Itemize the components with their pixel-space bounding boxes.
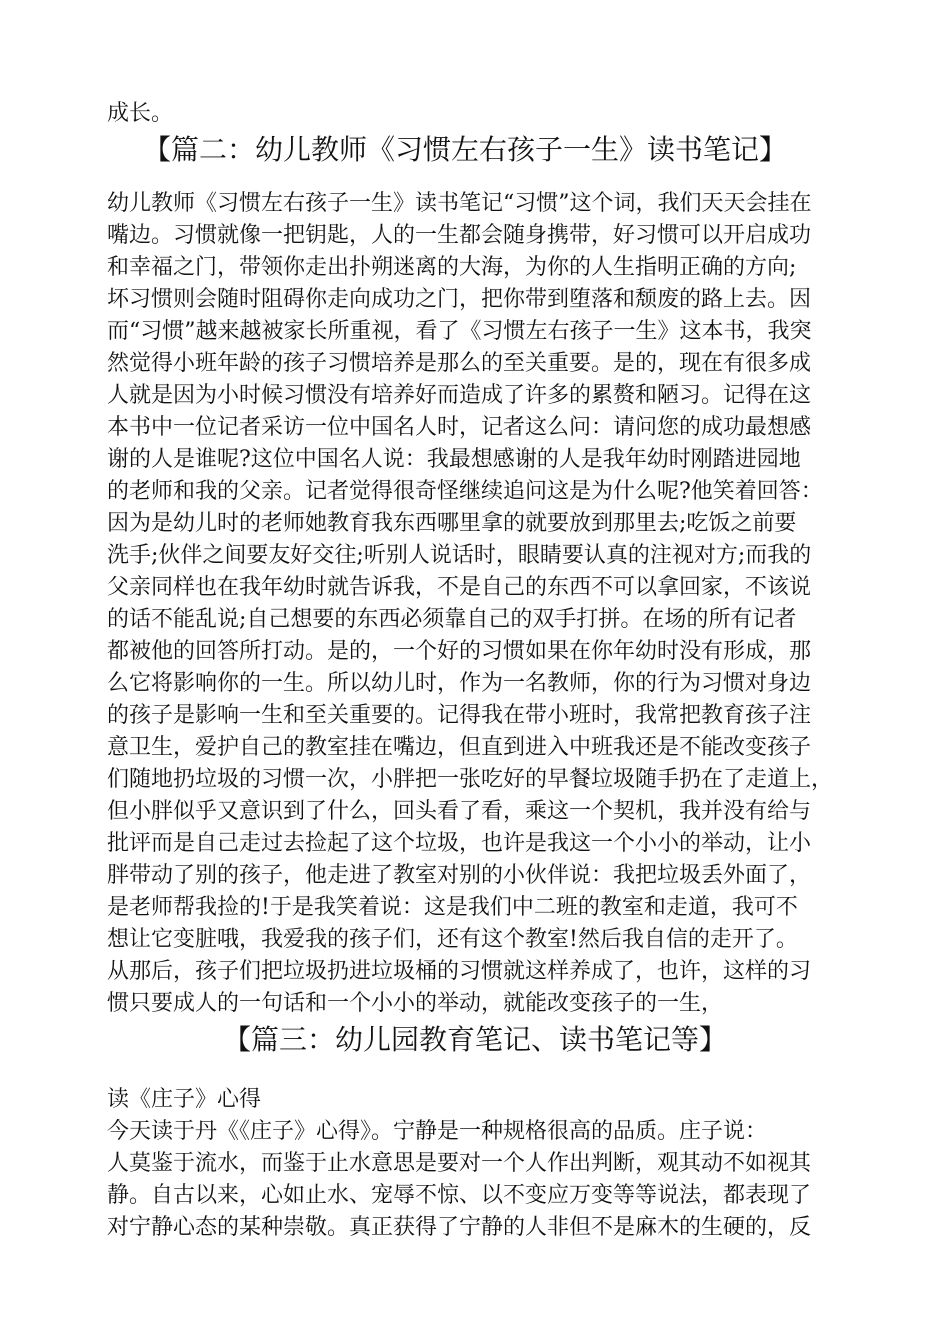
paragraph-line: 的话不能乱说;自己想要的东西必须靠自己的双手打拼。在场的所有记者: [107, 607, 797, 632]
paragraph-line: 是老师帮我捡的!于是我笑着说：这是我们中二班的教室和走道，我可不: [107, 895, 798, 920]
paragraph-line: 父亲同样也在我年幼时就告诉我，不是自己的东西不可以拿回家，不该说: [107, 575, 812, 600]
paragraph-line: 意卫生，爱护自己的教室挂在嘴边，但直到进入中班我还是不能改变孩子: [107, 735, 812, 760]
paragraph-line: 从那后，孩子们把垃圾扔进垃圾桶的习惯就这样养成了，也许，这样的习: [107, 959, 812, 984]
paragraph-line: 但小胖似乎又意识到了什么，回头看了看，乘这一个契机，我并没有给与: [107, 799, 812, 824]
paragraph-line: 因为是幼儿时的老师她教育我东西哪里拿的就要放到那里去;吃饭之前要: [107, 511, 797, 536]
paragraph-line: 读《庄子》心得: [107, 1087, 262, 1112]
paragraph-line: 对宁静心态的某种崇敬。真正获得了宁静的人非但不是麻木的生硬的，反: [107, 1215, 812, 1240]
paragraph-line: 洗手;伙伴之间要友好交往;听别人说话时，眼睛要认真的注视对方;而我的: [107, 543, 812, 568]
paragraph-line: 然觉得小班年龄的孩子习惯培养是那么的至关重要。是的，现在有很多成: [107, 351, 812, 376]
paragraph-line: 本书中一位记者采访一位中国名人时，记者这么问：请问您的成功最想感: [107, 415, 812, 440]
paragraph-line: 的老师和我的父亲。记者觉得很奇怪继续追问这是为什么呢?他笑着回答：: [107, 479, 823, 504]
paragraph-line: 坏习惯则会随时阻碍你走向成功之门，把你带到堕落和颓废的路上去。因: [107, 287, 812, 312]
paragraph-line: 和幸福之门，带领你走出扑朔迷离的大海，为你的人生指明正确的方向;: [107, 255, 797, 280]
paragraph-line: 批评而是自己走过去捡起了这个垃圾，也许是我这一个小小的举动，让小: [107, 831, 812, 856]
paragraph-line: 而“习惯”越来越被家长所重视，看了《习惯左右孩子一生》这本书，我突: [107, 319, 812, 344]
paragraph-line: 嘴边。习惯就像一把钥匙，人的一生都会随身携带，好习惯可以开启成功: [107, 223, 812, 248]
paragraph-line: 胖带动了别的孩子，他走进了教室对别的小伙伴说：我把垃圾丢外面了，: [107, 863, 812, 888]
paragraph-line: 静。自古以来，心如止水、宠辱不惊、以不变应万变等等说法，都表现了: [107, 1183, 812, 1208]
paragraph-line: 的孩子是影响一生和至关重要的。记得我在带小班时，我常把教育孩子注: [107, 703, 812, 728]
paragraph-line: 都被他的回答所打动。是的，一个好的习惯如果在你年幼时没有形成，那: [107, 639, 812, 664]
paragraph-line: 幼儿教师《习惯左右孩子一生》读书笔记“习惯”这个词，我们天天会挂在: [107, 191, 812, 216]
paragraph-line: 人莫鉴于流水，而鉴于止水意思是要对一个人作出判断，观其动不如视其: [107, 1151, 812, 1176]
paragraph-line: 今天读于丹《《庄子》心得》。宁静是一种规格很高的品质。庄子说：: [107, 1119, 768, 1144]
section-heading-3: 【篇三：幼儿园教育笔记、读书笔记等】: [222, 1023, 727, 1056]
intro-line: 成长。: [107, 101, 174, 126]
section-heading-2: 【篇二：幼儿教师《习惯左右孩子一生》读书笔记】: [142, 133, 787, 166]
paragraph-line: 人就是因为小时候习惯没有培养好而造成了许多的累赘和陋习。记得在这: [107, 383, 812, 408]
paragraph-line: 想让它变脏哦，我爱我的孩子们，还有这个教室!然后我自信的走开了。: [107, 927, 798, 952]
paragraph-line: 么它将影响你的一生。所以幼儿时，作为一名教师，你的行为习惯对身边: [107, 671, 812, 696]
paragraph-line: 谢的人是谁呢?这位中国名人说：我最想感谢的人是我年幼时刚踏进园地: [107, 447, 801, 472]
paragraph-line: 惯只要成人的一句话和一个小小的举动，就能改变孩子的一生，: [107, 991, 724, 1016]
paragraph-line: 们随地扔垃圾的习惯一次，小胖把一张吃好的早餐垃圾随手扔在了走道上，: [107, 767, 834, 792]
